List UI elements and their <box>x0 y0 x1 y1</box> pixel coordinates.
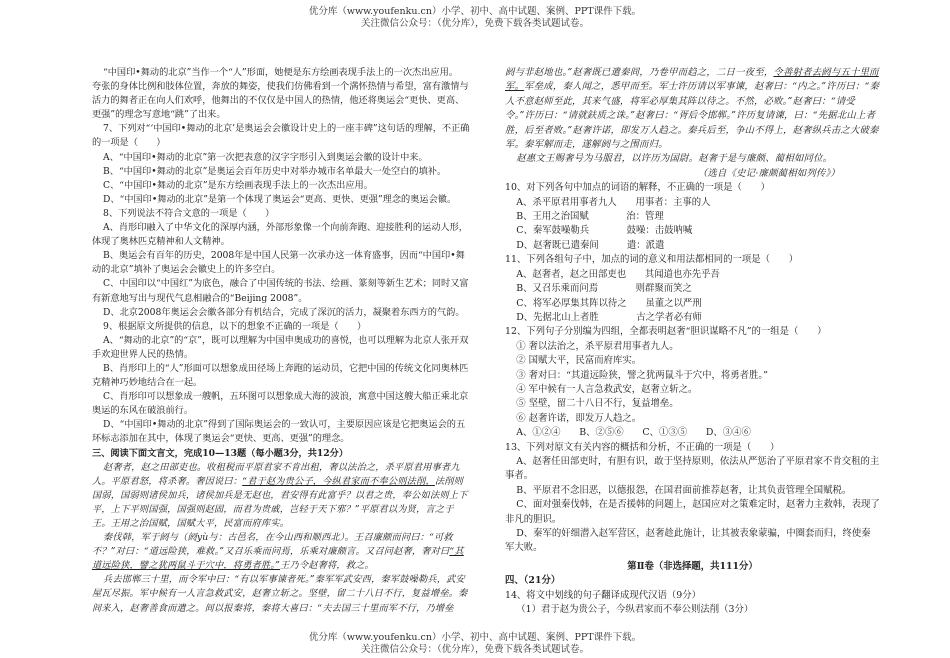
option-11a: A、赵奢者，赵之田部吏也 其闻道也亦先乎吾 <box>516 268 720 280</box>
underlined-sentence: “其道远险狭，譬之犹两鼠斗于穴中，将勇者胜。” <box>92 546 464 572</box>
footer-line-1: 优分库（www.youfenku.cn）小学、初中、高中试题、案例、PPT课件下载。 <box>308 632 642 643</box>
section-4-heading: 四、（21分） <box>505 575 561 587</box>
underlined-sentence: “君于赵为贵公子，今纵君家而不奉公则法削， <box>242 475 435 487</box>
question-7: 7、下列对“‘中国印•舞动的北京’是奥运会会徽设计史上的一座丰碑”这句话的理解，不正确的一项是（ ） <box>92 123 470 149</box>
option-8a: A、肖形印融入了中华文化的深厚内涵，外部形象像一个向前奔跑、迎接胜利的运动人形，体现了奥林匹克精神和人文精神。 <box>92 222 468 248</box>
item-12-1: ① 奢以法治之，杀平原君用事者九人。 <box>516 340 679 352</box>
item-12-5: ⑤ 坚壁，留二十八日不行，复益增垒。 <box>516 398 679 410</box>
classical-passage-3: 兵去邯郸三十里，而令军中曰：“有以军事谏者死。”秦军军武安西，秦军鼓噪勒兵，武安屋瓦尽振。军中候有一人言急救武安，赵奢立斩之。坚壁，留二十八日不行，复益增垒。秦间来入，赵奢善食而遣之。间以报秦将，秦将大喜曰：“夫去国三十里而军不行，乃增垒 <box>92 574 468 614</box>
option-11d: D、先据北山上者胜 古之学者必有师 <box>516 311 702 323</box>
question-12: 12、下列句子分别编为四组，全都表明赵奢“胆识谋略不凡”的一组是（ ） <box>505 326 827 338</box>
footer-line-2: 关注微信公众号：（优分库），免费下载各类试题试卷。 <box>360 644 589 655</box>
option-9c: C、肖形印可以想象成一艘帆，五环图可以想象成大海的波浪，寓意中国这艘大船正乘北京奥运的东风在破浪前行。 <box>92 391 469 417</box>
question-8: 8、下列说法不符合文意的一项是（ ） <box>103 207 275 219</box>
passage-text: 法削则国弱，国弱则诸侯加兵，诸侯加兵是无赵也，君安得有此富乎？以君之贵，奉公如法则上下平，上下平则国强，国强则赵固，而君为贵戚，岂轻于天下邪？”平原君以为贤，言之于王。王用之治国赋，国赋大平，民富而府库实。 <box>92 475 468 529</box>
option-13b: B、平原君不念旧恶，以德报怨，在国君面前推荐赵奢，让其负责管理全国赋税。 <box>516 484 852 496</box>
option-9b: B、肖形印上的“人”形面可以想象成田径场上奔跑的运动员，它把中国的传统文化同奥林匹克精神巧妙地结合在一起。 <box>92 362 469 389</box>
right-column <box>505 66 880 617</box>
option-10a: A、杀平原君用事者九人 用事者：主事的人 <box>516 196 711 208</box>
option-13c: C、面对强秦伐韩，在是否援韩的问题上，赵国应对之策难定时，赵奢力主救韩，表现了非凡的胆识。 <box>505 499 880 525</box>
passage-text: 王乃令赵奢将，救之。 <box>280 560 374 572</box>
section-3-heading: 三、阅读下面文言文，完成10—13题（每小题3分，共12分） <box>92 447 349 459</box>
option-13d: D、秦军的奸细潜入赵军营区，赵奢趁此施计，让其被表象蒙骗，中圈套而归，终使秦军大败。 <box>505 528 871 554</box>
question-14: 14、将文中划线的句子翻译成现代汉语（9分） <box>505 589 702 601</box>
item-12-3: ③ 奢对曰：“其道远险狭，譬之犹两鼠斗于穴中，将勇者胜。” <box>516 369 768 381</box>
option-11c: C、将军必厚集其阵以待之 虽董之以严刑 <box>516 297 702 309</box>
page-footer <box>0 632 950 656</box>
passage-text: 军垒成，秦人闻之，悉甲而至。军士许历请以军事谏，赵奢曰：“内之。”许历曰：“秦人不意赵师至此，其来气盛，将军必厚集其阵以待之。不然，必败。”赵奢曰：“请受令。”许历曰：“请就鈇质之诛。”赵奢曰：“胥后令邯郸。”许历复请谏，曰：“先据北山上者胜，后至者败。”赵奢许诺，即发万人趋之。秦兵后至，争山不得上，赵奢纵兵击之大破秦军。秦军解而走，遂解阏与之围而归。 <box>505 81 880 151</box>
question-9: 9、根据原文所提供的信息，以下的想象不正确的一项是（ ） <box>103 320 367 332</box>
question-13: 13、下列对原文有关内容的概括和分析，不正确的一项是（ ） <box>505 441 780 453</box>
option-9d: D、“中国印•舞动的北京”得到了国际奥运会的一致认可，主要原因应该是它把奥运会的五环标志添加在其中，体现了奥运会“更快、更高、更强”的理念。 <box>92 419 466 445</box>
header-line-1: 优分库（www.youfenku.cn）小学、初中、高中试题、案例、PPT课件下载。 <box>308 6 642 17</box>
option-10d: D、赵奢既已遣秦间 遣：派遣 <box>516 239 665 251</box>
paragraph: “中国印•舞动的北京”当作一个“人”形面，她便是东方绘画表现手法上的一次杰出应用。 <box>103 67 458 78</box>
option-7c: C、“中国印•舞动的北京”是东方绘画表现手法上的一次杰出应用。 <box>103 179 373 191</box>
option-7d: D、“中国印•舞动的北京”是第一个体现了奥运会“更高、更快、更强”理念的奥运会徽。 <box>103 193 457 205</box>
option-7b: B、“中国印•舞动的北京”是奥运会百年历史中对举办城市名单最大一处空白的填补。 <box>103 165 447 177</box>
part-2-heading: 第Ⅱ卷（非选择题，共111分） <box>627 560 758 572</box>
option-11b: B、又召乐乘而问焉 则群聚而笑之 <box>516 283 692 295</box>
classical-passage-2 <box>92 531 470 573</box>
page-header <box>0 6 950 30</box>
item-12-4: ④ 军中候有一人言急救武安，赵奢立斩之。 <box>516 383 698 395</box>
passage-text: 阏与非赵地也。”赵奢既已遣秦间，乃卷甲而趋之，二日一夜至， <box>505 67 774 78</box>
option-8b: B、奥运会有百年的历史，2008年是中国人民第一次承办这一体育盛事，因而“中国印•舞动的北京”填补了奥运会会徽史上的许多空白。 <box>92 250 465 276</box>
classical-passage-1 <box>92 461 470 531</box>
option-13a: A、赵奢任田部吏时，有胆有识，敢于坚持原则，依法从严惩治了平原君家不肯交租的主事者。 <box>505 455 880 482</box>
option-8c: C、中国印以“中国红”为底色，融合了中国传统的书法、绘画、篆刻等新生艺术；同时又富有新意地写出与现代气息相融合的“Beijing 2008”。 <box>92 278 469 304</box>
underlined-sentence: 令善射者去阏与五十里而军。 <box>505 67 879 93</box>
option-10c: C、秦军鼓噪勒兵 鼓噪：击鼓呐喊 <box>516 225 693 237</box>
left-column <box>92 66 470 616</box>
classical-passage-5: 赵惠文王赐奢号为马服君，以许历为国尉。赵奢于是与廉颇、蔺相如同位。 <box>516 153 833 165</box>
option-8d: D、北京2008年奥运会会徽各部分有机结合，完成了深沉的活力，凝聚着东西方的气韵。 <box>103 306 465 318</box>
source-citation: （选自《史记·廉颇蔺相如列传》） <box>697 167 840 179</box>
option-7a: A、“中国印•舞动的北京”第一次把表意的汉字字形引入到奥运会徽的设计中来。 <box>103 151 428 163</box>
question-14-1: （1）君于赵为贵公子，今纵君家而不奉公则法削（3分） <box>516 604 754 616</box>
options-12: A、①②④ B、②⑤⑥ C、①③⑤ D、③④⑥ <box>516 427 751 439</box>
item-12-2: ② 国赋大平，民富而府库实。 <box>516 355 642 367</box>
passage-text: 赵奢者，赵之田部吏也。收租税而平原君家不肯出租，奢以法治之，杀平原君用事者九人。平原君怒，将杀奢。奢因说曰： <box>92 461 460 487</box>
option-10b: B、王用之治国赋 治：管理 <box>516 211 664 223</box>
item-12-6: ⑥ 赵奢许诺，即发万人趋之。 <box>516 412 642 424</box>
header-line-2: 关注微信公众号：（优分库），免费下载各类试题试卷。 <box>360 18 589 29</box>
classical-passage-4 <box>505 66 880 152</box>
question-10: 10、对下列各句中加点的词语的解释，不正确的一项是（ ） <box>505 182 771 194</box>
paragraph: 夸张的身体比例和肢体位置，奔放的舞姿，使我们仿佛看到一个满怀热情与希望，富有激情与活力的舞者正在向人们欢呼，他舞出的不仅仅是中国人的热情，他还将奥运会“更快、更高、更强”的理念写意地“跳”了出来。 <box>92 81 469 121</box>
passage-text: 秦伐韩，军于阏与（阏yù与：古邑名，在今山西和顺西北）。王召廉颇而问曰：“可救不？”对曰：“道远险狭，难救。”又召乐乘而问焉，乐乘对廉颇言。又召问赵奢，奢对曰 <box>92 532 453 558</box>
question-11: 11、下列各组句子中，加点的词的意义和用法都相同的一项是（ ） <box>505 254 799 266</box>
option-9a: A、“舞动的北京”的“京”，既可以理解为中国申奥成功的喜悦，也可以理解为北京人张开双手欢迎世界人民的热情。 <box>92 334 469 360</box>
